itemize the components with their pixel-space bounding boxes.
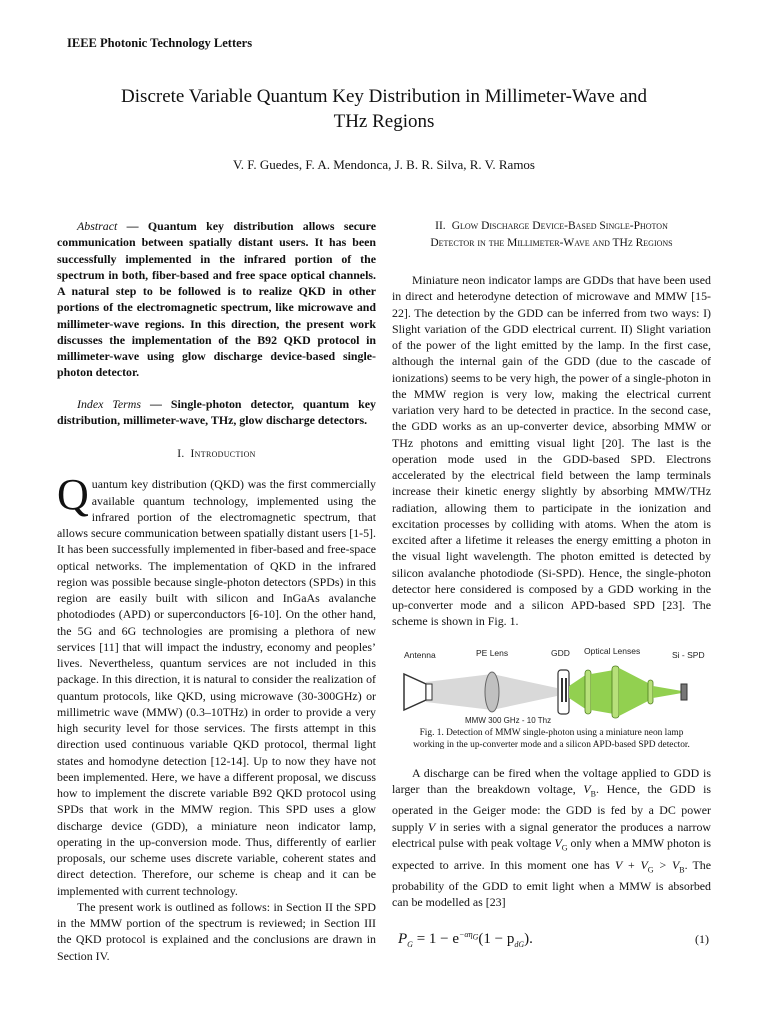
gdd-electrode-1	[561, 678, 563, 702]
paper-title	[60, 84, 708, 134]
var-vg: V	[554, 835, 562, 850]
green-beam-3	[619, 668, 650, 716]
label-gdd: GDD	[551, 647, 570, 658]
index-terms	[57, 396, 376, 429]
section-2-title-1: Glow Discharge Device-Based Single-Photon	[451, 220, 668, 232]
detector-scheme-diagram	[392, 644, 711, 724]
pe-lens	[485, 672, 499, 712]
section-2-number: II.	[435, 220, 446, 232]
eq-rhs-b-sub: dG	[514, 939, 525, 949]
figure-1-caption	[392, 727, 711, 751]
label-optical-lenses: Optical Lenses	[584, 645, 641, 656]
figure-1	[392, 644, 711, 724]
eq-exp: −αη	[459, 929, 473, 939]
gdd-electrode-2	[565, 678, 567, 702]
drop-cap: Q	[57, 470, 89, 520]
eq-rhs-c: ).	[524, 930, 533, 947]
section-2-line-2: Detector in the Millimeter-Wave and THz Regions	[430, 237, 673, 249]
section-heading-1	[57, 446, 376, 462]
section-2-line-1	[392, 218, 711, 235]
green-beam-4	[653, 686, 682, 698]
right-column	[392, 218, 711, 953]
var-vg-sub: G	[561, 843, 568, 853]
author-list: V. F. Guedes, F. A. Mendonca, J. B. R. Silva, R. V. Ramos	[232, 157, 535, 172]
var-v: V	[428, 819, 436, 834]
label-antenna: Antenna	[404, 649, 436, 660]
label-si-spd: Si - SPD	[672, 649, 705, 660]
abstract-label: Abstract	[77, 219, 118, 233]
index-terms-label: Index Terms	[77, 396, 142, 411]
p2-text-5: . The probability of the GDD to emit light when a MMW is absorbed can be modelled as [23]	[392, 857, 712, 910]
section-2-paragraph-2	[392, 765, 711, 911]
eq-lhs-sub: G	[407, 939, 413, 949]
lens-3	[648, 680, 653, 704]
eq-lhs: P	[398, 930, 408, 947]
p2-text-4: only when a MMW photon is expected to arrive. In this moment one has	[392, 835, 711, 872]
intro-text-1: uantum key distribution (QKD) was the first commercially available quantum technology, implemented using the infrared portion of the electromagnetic spectrum, that allows secure communication between spatially distant users [1-5]. It has been successfully implemented in fiber-based and free-space optical networks. The implementation of QKD in the infrared region was possible because single-photon detectors (SPDs) in this region are easily built with silicon and InGaAs avalanche photodiodes (APD) or superconductors [6-10]. On the other hand, the 5G and 6G technologies are promising a plethora of new services [11] that will impact the industry, economy and peoples’ lives. Nevertheless, quantum services are not included in this package. In this direction, it is natural to consider the realization of quantum protocols, like QKD, using microwave (30-300GHz) or millimetric wave (MMW) (0.3–10THz) in order to provide a very high security level for those services. The firsts attempt in this direction used continuous variable QKD protocol, thermal light states and homodyne detection [12-14]. Up to now they have not been implemented. Here, we have a different proposal, we discuss how to implement the discrete variable B92 QKD protocol using SPDs that work in the MMW region. This SPD uses a glow discharge device (GDD), a miniature neon indicator lamp, operating in the up-conversion mode. Thus, differently of earlier proposals, our scheme uses discrete variable, coherent states and direct detection. Therefore, our scheme is cheap and it can be implemented with current technology.	[57, 477, 376, 898]
inequality-sub-2: B	[679, 864, 685, 874]
title-line-2: THz Regions	[333, 111, 435, 132]
equation-1	[392, 925, 711, 953]
section-heading-2	[392, 218, 711, 252]
title-line-1: Discrete Variable Quantum Key Distribution in Millimeter-Wave and	[121, 86, 647, 107]
green-beam-2	[591, 670, 614, 714]
abstract-text: Quantum key distribution allows secure communication between spatially distant users. It has been successfully implemented in the infrared portion of the spectrum in both, fiber-based and free space optical channels. A natural step to be followed is to realize QKD in other portions of the electromagnetic spectrum, like microwave and millimeter-wave regions. In this direction, the present work discusses the implementation of the B92 QKD protocol in millimeter-wave using glow discharge device-based single-photon detector.	[57, 219, 376, 380]
caption-line-1: Fig. 1. Detection of MMW single-photon using a miniature neon lamp	[419, 727, 684, 738]
label-pe-lens: PE Lens	[476, 647, 509, 658]
section-number: I.	[177, 448, 185, 460]
equation-body	[398, 927, 533, 953]
lens-1	[585, 670, 591, 714]
var-vb: V	[583, 781, 591, 796]
index-terms-dash: —	[141, 396, 171, 411]
journal-name: IEEE Photonic Technology Letters	[67, 36, 253, 50]
caption-line-2: working in the up-converter mode and a silicon APD-based SPD detector.	[413, 739, 690, 750]
left-column	[57, 218, 376, 964]
abstract-dash: —	[117, 219, 148, 233]
p2-text-2: . Hence, the GDD is operated in the Geiger mode: the GDD is fed by a DC power supply	[392, 781, 711, 834]
p2-text-3: in series with a signal generator the produces a narrow electrical pulse with peak voltage	[392, 819, 711, 850]
section-2-paragraph-1: Miniature neon indicator lamps are GDDs that have been used in direct and heterodyne detection of microwave and MMW [15-22]. The detection by the GDD can be inferred from two ways: I) Slight variation of the GDD electrical current. II) Slight variation of the power of the light emitted by the lamp. In the first case, although the internal gain of the GDD (due to the cascade of ionizations) seems to be very high, the power of a single-photon in the MMW region is very low, making the electrical current variation very hard to be detected in practice. In the second case, the GDD works as an up-converter device, absorbing MMW or THz photons and emitting visual light [20]. The last is the operation mode used in the GDD-based SPD. Electrons accelerated by the electrical field between the lamp terminals increase their kinetic energy slightly by absorbing MMW/THz radiation, allowing them to participate in the ionization and excitation processes by colliding with atoms. When the atom is excited after a lifetime it releases the energy emitting a photon in the visual light wavelength. The photon emitted is detected by silicon avalanche photodiode (Si-SPD). Hence, the single-photon detector here considered is composed by a GDD working in the up-converter mode and a silicon APD-based SPD [23]. The scheme is shown in Fig. 1.	[392, 273, 711, 629]
antenna-horn	[404, 674, 426, 710]
antenna-feed	[426, 684, 432, 700]
eq-rhs-b: (1 − p	[478, 930, 515, 947]
label-band: MMW 300 GHz - 10 Thz	[465, 715, 552, 724]
p2-text-1: A discharge can be fired when the voltage applied to GDD is larger than the breakdown voltage,	[392, 765, 711, 796]
var-vb-sub: B	[590, 789, 596, 799]
section-title: Introduction	[190, 448, 256, 460]
abstract	[57, 218, 376, 381]
si-spd-detector	[681, 684, 687, 700]
equation-number: (1)	[695, 931, 709, 946]
index-terms-text: Single-photon detector, quantum key distribution, millimeter-wave, THz, glow discharge detectors.	[57, 396, 376, 427]
eq-exp-sub: G	[472, 932, 479, 942]
gdd-lamp	[558, 670, 569, 714]
inequality-sub: G	[647, 864, 654, 874]
green-beam-1	[569, 674, 587, 710]
lens-2	[612, 666, 619, 718]
inequality-rhs: > V	[653, 857, 680, 872]
eq-rhs-a: = 1 − e	[412, 930, 460, 947]
eq-exponent	[459, 929, 479, 942]
inequality-lhs: V + V	[614, 857, 648, 872]
intro-paragraph-1	[57, 470, 376, 899]
intro-paragraph-2: The present work is outlined as follows: in Section II the SPD in the MMW portion of the spectrum is reviewed; in Section III the QKD protocol is explained and the conclusions are drawn in Section IV.	[57, 899, 376, 963]
